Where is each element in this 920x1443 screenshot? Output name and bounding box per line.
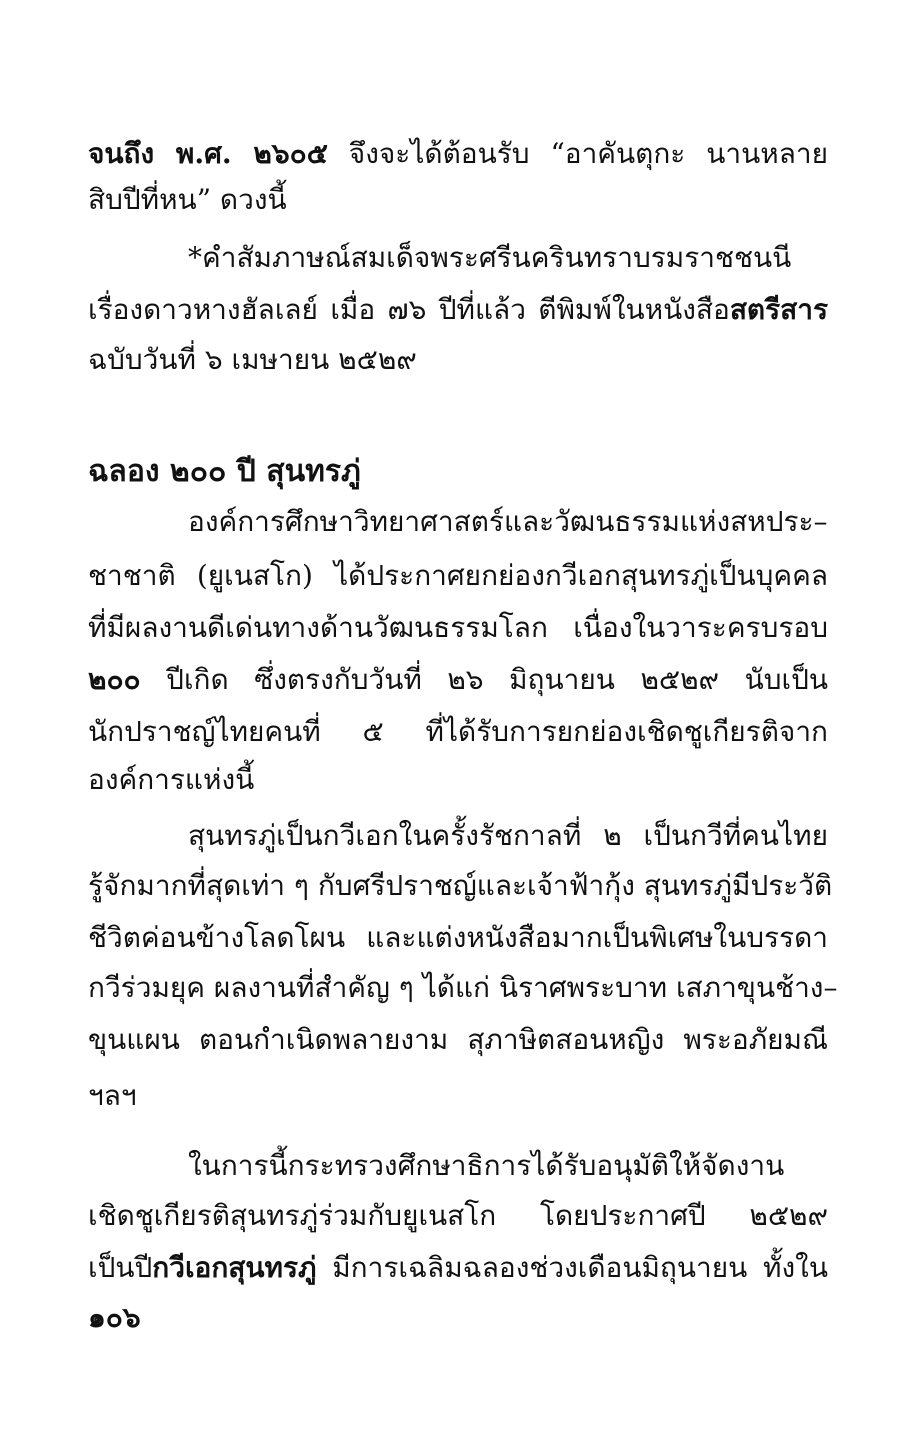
paragraph-2-line-4 xyxy=(88,660,828,700)
text-run: เป็นปี xyxy=(88,1251,153,1284)
footnote-line-3: ฉบับวันที่ ๖ เมษายน ๒๕๒๙ xyxy=(88,343,417,376)
text-run: ปีเกิด ซึ่งตรงกับวันที่ ๒๖ มิถุนายน ๒๕๒๙ นับเป็น xyxy=(140,663,828,696)
bold-number: ๒๐๐ xyxy=(88,663,141,696)
text-run: มีการเฉลิมฉลองช่วงเดือนมิถุนายน ทั้งใน xyxy=(316,1251,828,1284)
page-number: ๑๐๖ xyxy=(88,1301,141,1334)
paragraph-2-line-5: นักปราชญ์ไทยคนที่ ๕ ที่ได้รับการยกย่องเชิดชูเกียรติจาก xyxy=(88,715,828,748)
footnote-line-1: *คำสัมภาษณ์สมเด็จพระศรีนครินทราบรมราชชนนี xyxy=(188,241,792,274)
paragraph-3-line-4: กวีร่วมยุค ผลงานที่สำคัญ ๆ ได้แก่ นิราศพระบาท เสภาขุนช้าง– xyxy=(88,971,838,1004)
paragraph-4-line-3 xyxy=(88,1248,828,1288)
magazine-title: สตรีสาร xyxy=(729,293,828,326)
section-heading: ฉลอง ๒๐๐ ปี สุนทรภู่ xyxy=(88,454,361,489)
paragraph-1-line-2: สิบปีที่หน” ดวงนี้ xyxy=(88,183,287,216)
bold-year: จนถึง พ.ศ. ๒๖๐๕ xyxy=(88,137,328,170)
paragraph-2-line-3: ที่มีผลงานดีเด่นทางด้านวัฒนธรรมโลก เนื่องในวาระครบรอบ xyxy=(88,611,828,644)
paragraph-2-line-6: องค์การแห่งนี้ xyxy=(88,763,255,796)
paragraph-4-line-2: เชิดชูเกียรติสุนทรภู่ร่วมกับยูเนสโก โดยประกาศปี ๒๕๒๙ xyxy=(88,1199,828,1232)
text-run: จึงจะได้ต้อนรับ “อาคันตุกะ นานหลาย xyxy=(327,137,828,170)
paragraph-3-line-3: ชีวิตค่อนข้างโลดโผน และแต่งหนังสือมากเป็นพิเศษในบรรดา xyxy=(88,921,828,954)
paragraph-3-line-6: ฯลฯ xyxy=(88,1079,137,1112)
footnote-line-2 xyxy=(88,290,828,330)
paragraph-2-line-1: องค์การศึกษาวิทยาศาสตร์และวัฒนธรรมแห่งสหประ– xyxy=(188,505,828,538)
paragraph-2-line-2: ชาชาติ (ยูเนสโก) ได้ประกาศยกย่องกวีเอกสุนทรภู่เป็นบุคคล xyxy=(88,559,828,592)
paragraph-3-line-1: สุนทรภู่เป็นกวีเอกในครั้งรัชกาลที่ ๒ เป็นกวีที่คนไทย xyxy=(188,819,828,852)
paragraph-3-line-2: รู้จักมากที่สุดเท่า ๆ กับศรีปราชญ์และเจ้าฟ้ากุ้ง สุนทรภู่มีประวัติ xyxy=(88,869,833,902)
paragraph-1-line-1 xyxy=(88,134,828,174)
bold-title: กวีเอกสุนทรภู่ xyxy=(152,1251,317,1284)
paragraph-3-line-5: ขุนแผน ตอนกำเนิดพลายงาม สุภาษิตสอนหญิง พระอภัยมณี xyxy=(88,1023,828,1056)
text-run: เรื่องดาวหางฮัลเลย์ เมื่อ ๗๖ ปีที่แล้ว ตีพิมพ์ในหนังสือ xyxy=(88,293,730,326)
paragraph-4-line-1: ในการนี้กระทรวงศึกษาธิการได้รับอนุมัติให้จัดงาน xyxy=(188,1149,785,1182)
